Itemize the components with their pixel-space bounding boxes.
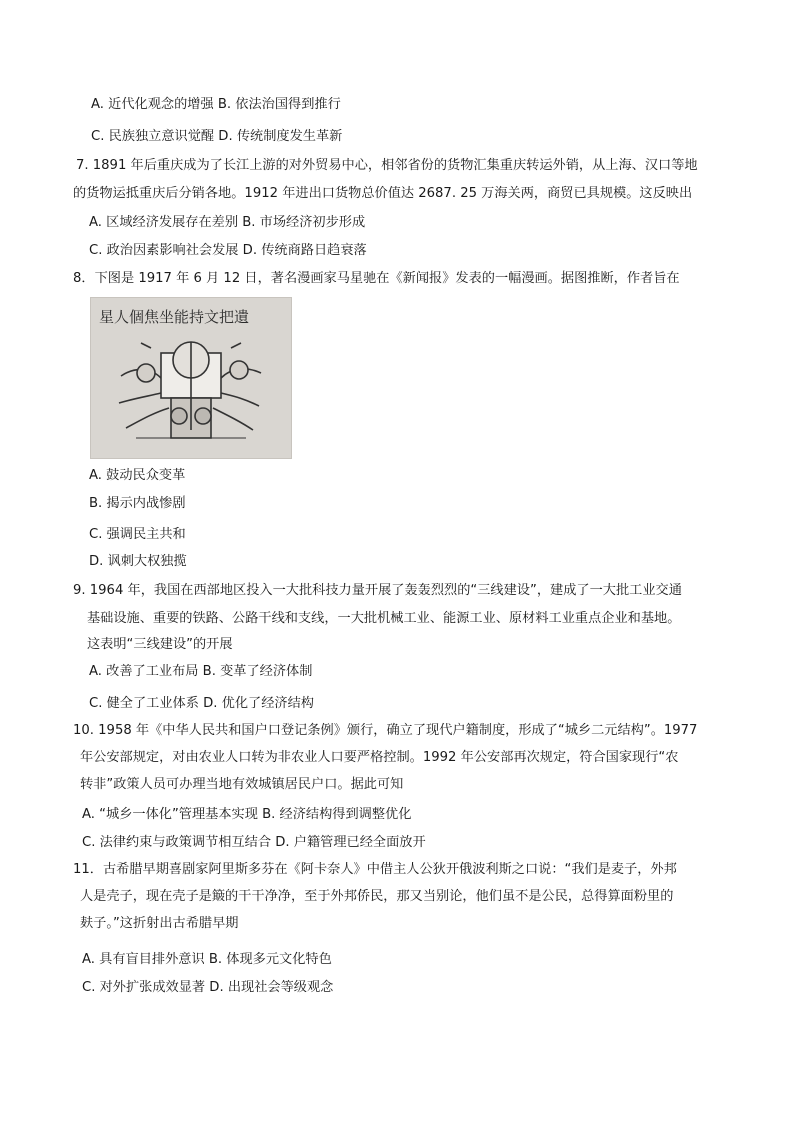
q9-option-ab: A. 改善了工业布局 B. 变革了经济体制 [89,664,313,679]
q9-stem-line3: 这表明“三线建设”的开展 [87,637,233,652]
q7-option-cd: C. 政治因素影响社会发展 D. 传统商路日趋衰落 [89,243,367,258]
cartoon-caption: 星人個焦坐能持文把遺 [99,308,250,326]
q6-option-cd: C. 民族独立意识觉醒 D. 传统制度发生革新 [91,129,343,144]
q6-option-ab: A. 近代化观念的增强 B. 依法治国得到推行 [91,97,341,112]
q10-option-ab: A. “城乡一体化”管理基本实现 B. 经济结构得到调整优化 [82,807,412,822]
q10-stem-line1: 10. 1958 年《中华人民共和国户口登记条例》颁行，确立了现代户籍制度，形成了“城乡二元结构”。1977 [73,723,698,738]
cartoon-drawing [91,298,291,458]
q9-option-cd: C. 健全了工业体系 D. 优化了经济结构 [89,696,314,711]
q11-stem-line2: 人是壳子，现在壳子是簸的干干净净，至于外邦侨民，那又当别论，他们虽不是公民，总得算面粉里的 [80,889,674,904]
q8-option-a: A. 鼓动民众变革 [89,468,186,483]
cartoon-image [90,297,292,459]
q8-option-c: C. 强调民主共和 [89,527,186,542]
q10-stem-line3: 转非”政策人员可办理当地有效城镇居民户口。据此可知 [80,777,404,792]
cartoon-figures [119,342,261,438]
q10-stem-line2: 年公安部规定，对由农业人口转为非农业人口要严格控制。1992 年公安部再次规定，符合国家现行“农 [80,750,679,765]
q8-option-d: D. 讽刺大权独揽 [89,554,187,569]
q8-option-b: B. 揭示内战惨剧 [89,496,186,511]
q11-option-cd: C. 对外扩张成效显著 D. 出现社会等级观念 [82,980,334,995]
q11-stem-line3: 麸子。”这折射出古希腊早期 [80,916,239,931]
q10-option-cd: C. 法律约束与政策调节相互结合 D. 户籍管理已经全面放开 [82,835,426,850]
q7-option-ab: A. 区域经济发展存在差别 B. 市场经济初步形成 [89,215,366,230]
q8-stem: 8．下图是 1917 年 6 月 12 日，著名漫画家马星驰在《新闻报》发表的一幅漫画。据图推断，作者旨在 [73,271,680,286]
q9-stem-line2: 基础设施、重要的铁路、公路干线和支线，一大批机械工业、能源工业、原材料工业重点企业和基地。 [87,611,681,626]
q11-option-ab: A. 具有盲目排外意识 B. 体现多元文化特色 [82,952,332,967]
q7-stem-line2: 的货物运抵重庆后分销各地。1912 年进出口货物总价值达 2687. 25 万海关两，商贸已具规模。这反映出 [73,186,693,201]
q9-stem-line1: 9. 1964 年，我国在西部地区投入一大批科技力量开展了轰轰烈烈的“三线建设”，建成了一大批工业交通 [73,583,682,598]
q7-stem-line1: 7. 1891 年后重庆成为了长江上游的对外贸易中心，相邻省份的货物汇集重庆转运外销，从上海、汉口等地 [76,158,698,173]
q11-stem-line1: 11．古希腊早期喜剧家阿里斯多芬在《阿卡奈人》中借主人公狄开俄波利斯之口说：“我们是麦子，外邦 [73,862,677,877]
